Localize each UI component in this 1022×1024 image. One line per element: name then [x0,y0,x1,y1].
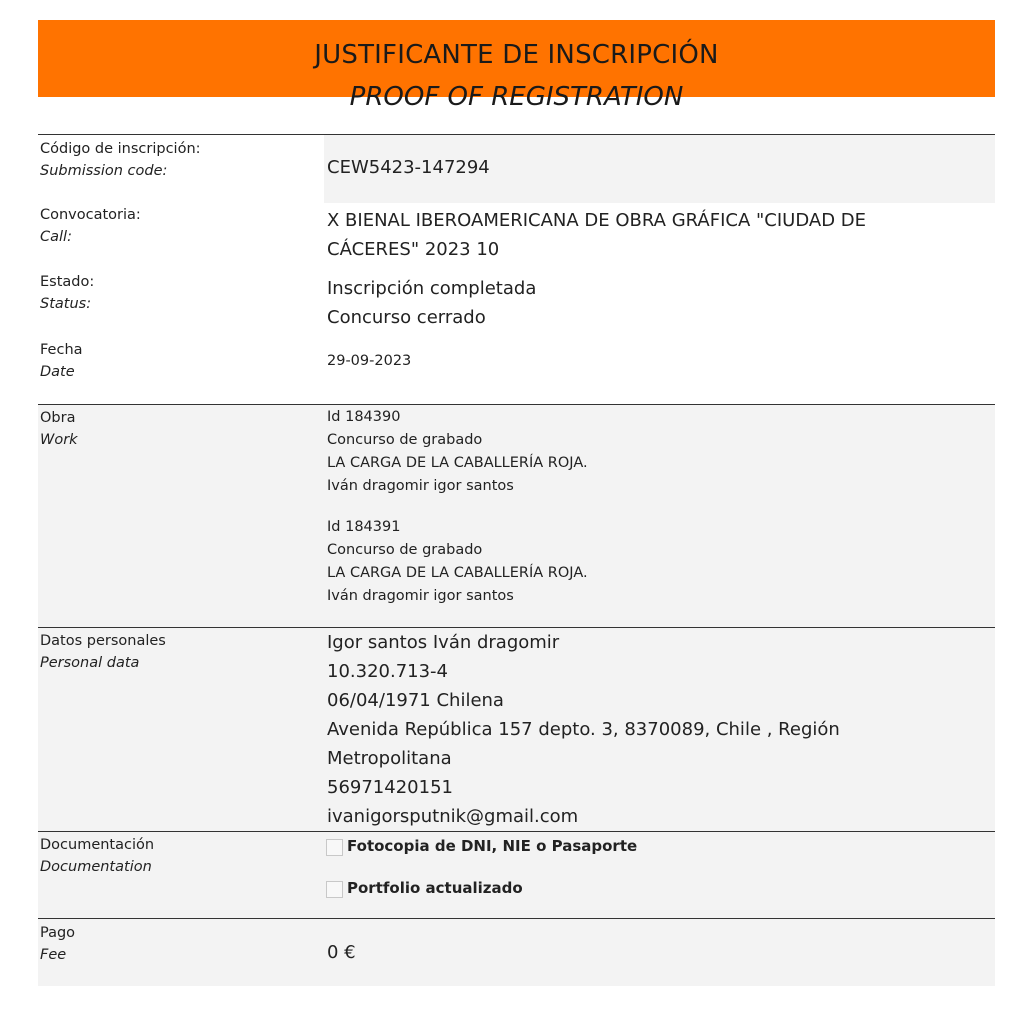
document-subtitle: PROOF OF REGISTRATION [349,82,684,112]
personal-data-value [327,628,840,831]
personal-data-label: Datos personales Personal data [40,633,166,671]
person-email: ivanigorsputnik@gmail.com [327,806,579,827]
call-label: Convocatoria: Call: [40,207,141,245]
person-address-cont: Metropolitana [327,748,452,769]
fee-label: Pago Fee [40,925,76,963]
doc-checkbox[interactable] [326,881,343,898]
call-value: X BIENAL IBEROAMERICANA DE OBRA GRÁFICA "CIUDAD DE CÁCERES" 2023 10 [327,210,867,260]
status-value: Inscripción completada Concurso cerrado [327,278,537,328]
person-name: Igor santos Iván dragomir [327,632,560,653]
work-label: Obra Work [40,410,78,448]
date-value: 29-09-2023 [327,353,412,369]
documentation-item [326,836,637,856]
documentation-label: Documentación Documentation [40,837,155,875]
work-list [327,406,588,608]
fee-value: 0 € [327,942,356,963]
date-label: Fecha Date [40,342,83,380]
document-header [38,20,995,112]
document-title: JUSTIFICANTE DE INSCRIPCIÓN [314,40,719,70]
work-title: LA CARGA DE LA CABALLERÍA ROJA. [327,455,588,471]
work-category: Concurso de grabado [327,432,483,448]
fee-background [38,919,995,986]
work-author: Iván dragomir igor santos [327,588,514,604]
work-id: Id 184390 [327,409,401,425]
doc-item-label: Portfolio actualizado [347,879,523,897]
person-address: Avenida República 157 depto. 3, 8370089, Chile , Región [327,719,840,740]
work-author: Iván dragomir igor santos [327,478,514,494]
status-label: Estado: Status: [40,274,95,312]
work-id: Id 184391 [327,519,401,535]
work-category: Concurso de grabado [327,542,483,558]
person-birth-nationality: 06/04/1971 Chilena [327,690,504,711]
person-phone: 56971420151 [327,777,453,798]
doc-checkbox[interactable] [326,839,343,856]
documentation-item [326,878,523,898]
person-id-number: 10.320.713-4 [327,661,449,682]
submission-code-label: Código de inscripción: Submission code: [40,141,201,179]
submission-code-value: CEW5423-147294 [327,157,490,178]
doc-item-label: Fotocopia de DNI, NIE o Pasaporte [347,837,638,855]
work-title: LA CARGA DE LA CABALLERÍA ROJA. [327,565,588,581]
